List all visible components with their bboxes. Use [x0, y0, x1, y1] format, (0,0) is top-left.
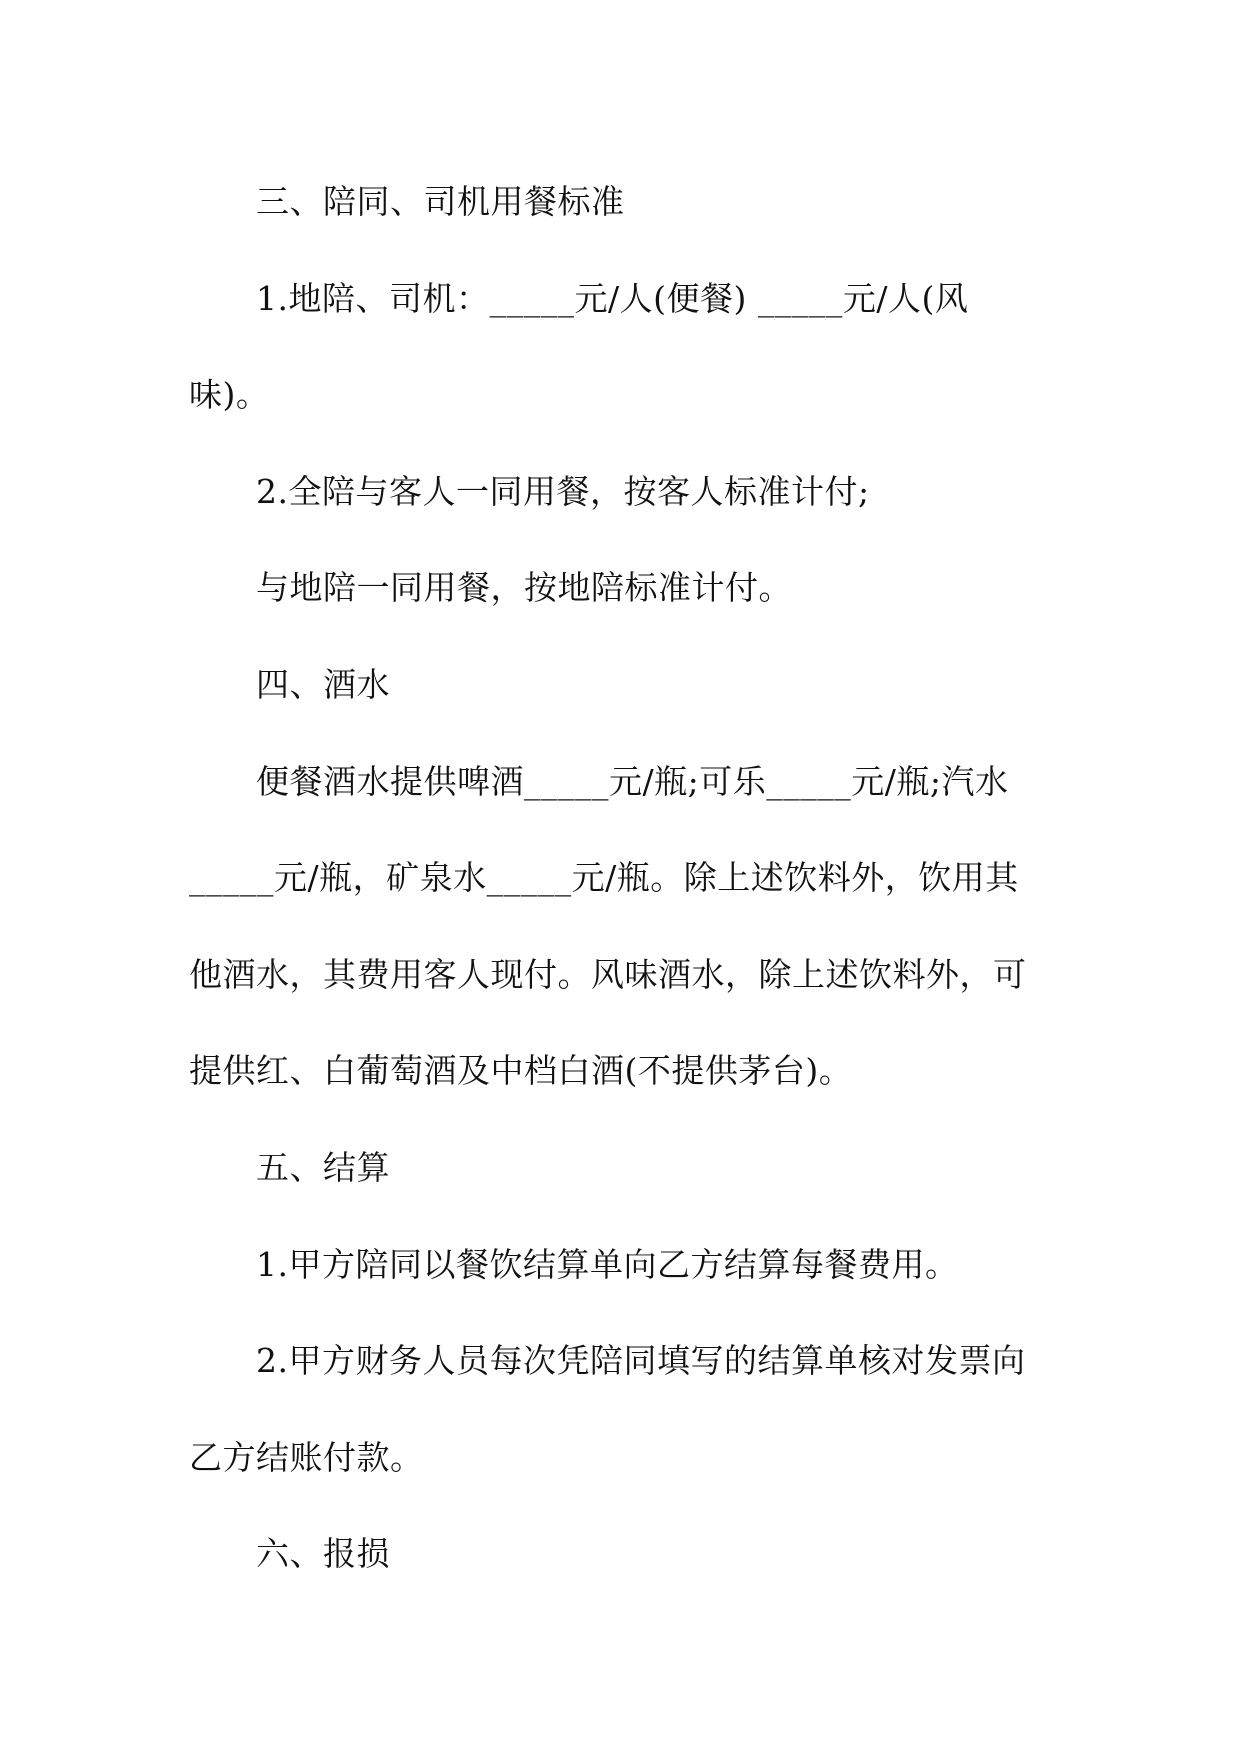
paragraph-line: _____元/瓶，矿泉水_____元/瓶。除上述饮料外，饮用其 [189, 858, 1019, 897]
paragraph-line: 他酒水，其费用客人现付。风味酒水，除上述饮料外，可 [189, 955, 1027, 994]
paragraph-line: 提供红、白葡萄酒及中档白酒(不提供茅台)。 [189, 1051, 853, 1090]
paragraph-line: 2.甲方财务人员每次凭陪同填写的结算单核对发票向 [256, 1341, 1026, 1380]
section-heading-drinks: 四、酒水 [256, 665, 390, 704]
paragraph-line: 便餐酒水提供啤酒_____元/瓶;可乐_____元/瓶;汽水 [256, 762, 1009, 801]
section-heading-meal-standard: 三、陪同、司机用餐标准 [256, 182, 625, 221]
section-heading-settlement: 五、结算 [256, 1148, 390, 1187]
paragraph-line: 1.甲方陪同以餐饮结算单向乙方结算每餐费用。 [256, 1245, 959, 1284]
paragraph-line: 2.全陪与客人一同用餐，按客人标准计付; [256, 472, 870, 511]
paragraph-line: 与地陪一同用餐，按地陪标准计付。 [256, 568, 792, 607]
paragraph-line: 1.地陪、司机：_____元/人(便餐) _____元/人(风 [256, 279, 969, 318]
section-heading-damage-report: 六、报损 [256, 1534, 390, 1573]
paragraph-line: 乙方结账付款。 [189, 1438, 424, 1477]
paragraph-line: 味)。 [189, 375, 270, 414]
